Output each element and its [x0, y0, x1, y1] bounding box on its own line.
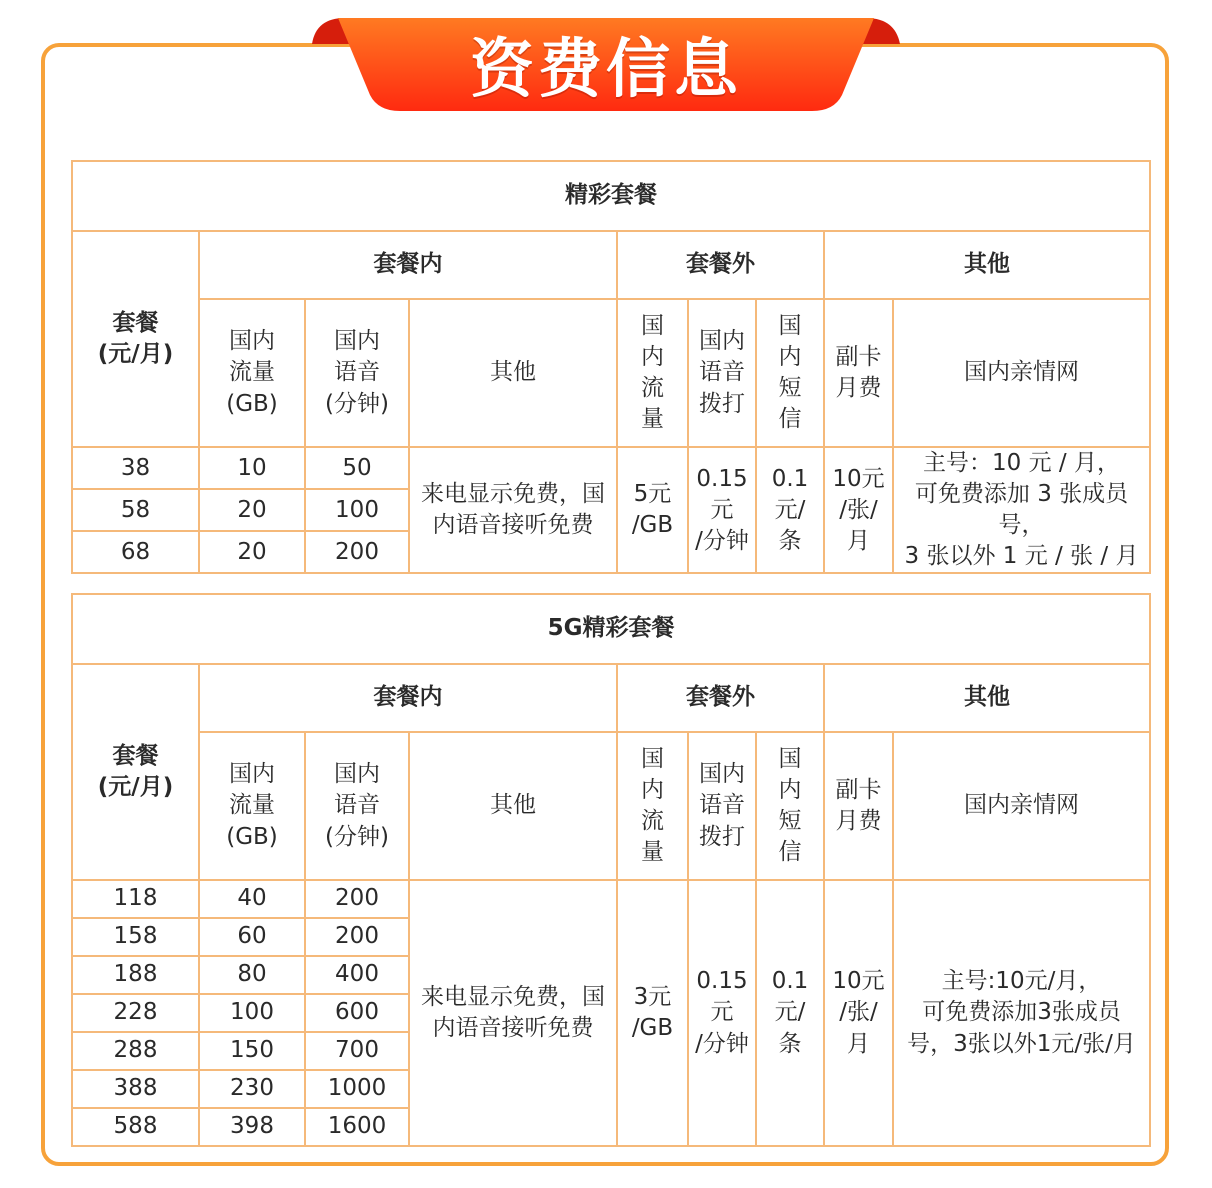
cell-voice: 700 [305, 1032, 409, 1070]
group-out-plan: 套餐外 [617, 664, 824, 732]
cell-data: 230 [199, 1070, 305, 1108]
header-voice: 国内 语音 (分钟) [305, 732, 409, 880]
group-other: 其他 [824, 231, 1150, 299]
cell-data: 80 [199, 956, 305, 994]
header-banner [0, 0, 1212, 120]
plan-table-2 [71, 593, 1151, 1147]
header-family: 国内亲情网 [893, 299, 1150, 447]
cell-plan: 388 [72, 1070, 199, 1108]
header-family: 国内亲情网 [893, 732, 1150, 880]
header-extra: 其他 [409, 299, 617, 447]
cell-voice: 400 [305, 956, 409, 994]
cell-plan: 118 [72, 880, 199, 918]
header-out-data: 国内流量 [617, 732, 688, 880]
cell-out-sms: 0.1 元/ 条 [756, 880, 824, 1146]
header-out-voice: 国内 语音 拨打 [688, 299, 756, 447]
cell-sub-card: 10元 /张/ 月 [824, 447, 893, 573]
cell-plan: 288 [72, 1032, 199, 1070]
cell-data: 150 [199, 1032, 305, 1070]
cell-out-data: 5元 /GB [617, 447, 688, 573]
header-data: 国内 流量 (GB) [199, 732, 305, 880]
cell-voice: 600 [305, 994, 409, 1032]
cell-voice: 100 [305, 489, 409, 531]
cell-plan: 58 [72, 489, 199, 531]
cell-data: 398 [199, 1108, 305, 1146]
cell-extra: 来电显示免费，国 内语音接听免费 [409, 880, 617, 1146]
cell-voice: 1000 [305, 1070, 409, 1108]
cell-voice: 200 [305, 880, 409, 918]
header-sub-card: 副卡 月费 [824, 732, 893, 880]
cell-data: 40 [199, 880, 305, 918]
group-in-plan: 套餐内 [199, 231, 617, 299]
header-out-data: 国内流量 [617, 299, 688, 447]
table-title: 精彩套餐 [72, 161, 1150, 231]
cell-plan: 188 [72, 956, 199, 994]
header-plan: 套餐 (元/月) [72, 664, 199, 880]
header-out-voice: 国内 语音 拨打 [688, 732, 756, 880]
cell-out-voice: 0.15 元 /分钟 [688, 447, 756, 573]
table-title: 5G精彩套餐 [72, 594, 1150, 664]
cell-data: 10 [199, 447, 305, 489]
group-out-plan: 套餐外 [617, 231, 824, 299]
header-plan: 套餐 (元/月) [72, 231, 199, 447]
cell-plan: 228 [72, 994, 199, 1032]
cell-out-sms: 0.1 元/ 条 [756, 447, 824, 573]
header-out-sms: 国内短信 [756, 299, 824, 447]
cell-out-data: 3元 /GB [617, 880, 688, 1146]
page-title: 资费信息 [470, 33, 742, 107]
cell-plan: 68 [72, 531, 199, 573]
cell-data: 20 [199, 531, 305, 573]
cell-data: 60 [199, 918, 305, 956]
cell-plan: 588 [72, 1108, 199, 1146]
header-extra: 其他 [409, 732, 617, 880]
header-sub-card: 副卡 月费 [824, 299, 893, 447]
cell-data: 100 [199, 994, 305, 1032]
cell-family: 主号:10元/月， 可免费添加3张成员 号，3张以外1元/张/月 [893, 880, 1150, 1146]
cell-voice: 1600 [305, 1108, 409, 1146]
header-data: 国内 流量 (GB) [199, 299, 305, 447]
cell-out-voice: 0.15 元 /分钟 [688, 880, 756, 1146]
cell-data: 20 [199, 489, 305, 531]
header-voice: 国内 语音 (分钟) [305, 299, 409, 447]
cell-plan: 158 [72, 918, 199, 956]
table-row [72, 880, 1150, 918]
table-row [72, 447, 1150, 489]
cell-family: 主号：10 元 / 月， 可免费添加 3 张成员号， 3 张以外 1 元 / 张 / 月 [893, 447, 1150, 573]
cell-voice: 200 [305, 531, 409, 573]
cell-voice: 50 [305, 447, 409, 489]
cell-voice: 200 [305, 918, 409, 956]
cell-extra: 来电显示免费，国 内语音接听免费 [409, 447, 617, 573]
plan-table-1 [71, 160, 1151, 574]
cell-sub-card: 10元 /张/ 月 [824, 880, 893, 1146]
group-in-plan: 套餐内 [199, 664, 617, 732]
header-out-sms: 国内短信 [756, 732, 824, 880]
cell-plan: 38 [72, 447, 199, 489]
group-other: 其他 [824, 664, 1150, 732]
